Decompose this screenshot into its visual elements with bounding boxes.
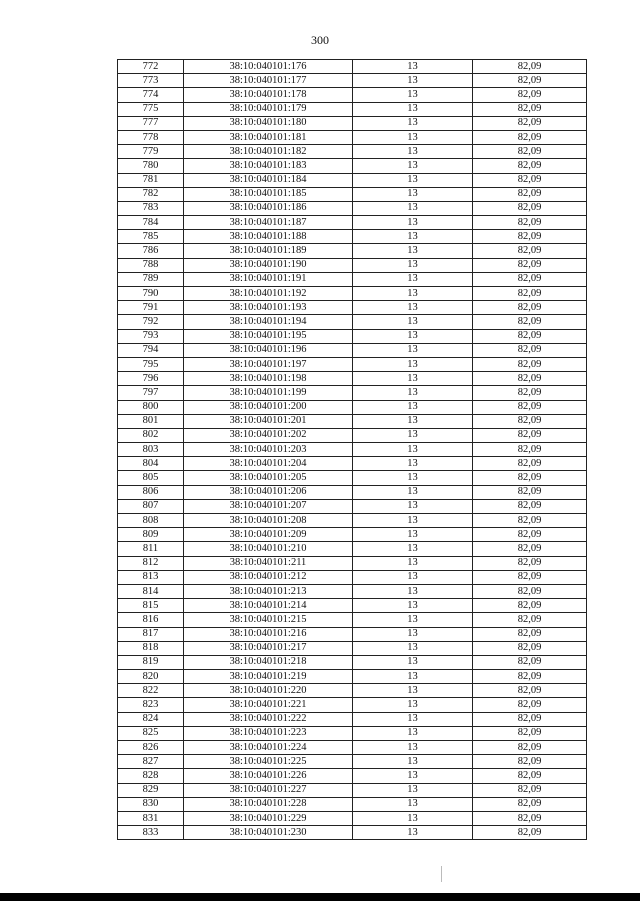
cadastral-number-cell: 38:10:040101:191: [184, 272, 353, 286]
value-cell: 82,09: [473, 173, 587, 187]
row-number-cell: 825: [118, 726, 184, 740]
table-row: [118, 670, 587, 684]
count-cell: 13: [353, 386, 473, 400]
cadastral-number-cell: 38:10:040101:180: [184, 116, 353, 130]
table-row: [118, 811, 587, 825]
count-cell: 13: [353, 599, 473, 613]
value-cell: 82,09: [473, 499, 587, 513]
row-number-cell: 824: [118, 712, 184, 726]
table-row: [118, 357, 587, 371]
table-row: [118, 414, 587, 428]
table-row: [118, 272, 587, 286]
value-cell: 82,09: [473, 400, 587, 414]
row-number-cell: 808: [118, 514, 184, 528]
cadastral-number-cell: 38:10:040101:205: [184, 471, 353, 485]
row-number-cell: 806: [118, 485, 184, 499]
value-cell: 82,09: [473, 471, 587, 485]
cadastral-table-body: [118, 60, 587, 840]
row-number-cell: 816: [118, 613, 184, 627]
cadastral-number-cell: 38:10:040101:228: [184, 797, 353, 811]
value-cell: 82,09: [473, 74, 587, 88]
count-cell: 13: [353, 400, 473, 414]
cadastral-number-cell: 38:10:040101:204: [184, 457, 353, 471]
count-cell: 13: [353, 301, 473, 315]
count-cell: 13: [353, 471, 473, 485]
value-cell: 82,09: [473, 244, 587, 258]
row-number-cell: 813: [118, 570, 184, 584]
row-number-cell: 818: [118, 641, 184, 655]
table-row: [118, 216, 587, 230]
row-number-cell: 783: [118, 201, 184, 215]
cadastral-table: [117, 59, 587, 840]
table-row: [118, 556, 587, 570]
value-cell: 82,09: [473, 315, 587, 329]
value-cell: 82,09: [473, 386, 587, 400]
count-cell: 13: [353, 826, 473, 840]
cadastral-number-cell: 38:10:040101:185: [184, 187, 353, 201]
count-cell: 13: [353, 613, 473, 627]
row-number-cell: 828: [118, 769, 184, 783]
value-cell: 82,09: [473, 627, 587, 641]
table-row: [118, 287, 587, 301]
value-cell: 82,09: [473, 485, 587, 499]
value-cell: 82,09: [473, 783, 587, 797]
value-cell: 82,09: [473, 329, 587, 343]
table-row: [118, 230, 587, 244]
table-row: [118, 613, 587, 627]
cadastral-number-cell: 38:10:040101:216: [184, 627, 353, 641]
value-cell: 82,09: [473, 514, 587, 528]
table-row: [118, 258, 587, 272]
table-row: [118, 244, 587, 258]
row-number-cell: 797: [118, 386, 184, 400]
cadastral-number-cell: 38:10:040101:211: [184, 556, 353, 570]
cadastral-number-cell: 38:10:040101:203: [184, 443, 353, 457]
count-cell: 13: [353, 187, 473, 201]
value-cell: 82,09: [473, 698, 587, 712]
row-number-cell: 803: [118, 443, 184, 457]
count-cell: 13: [353, 130, 473, 144]
cadastral-number-cell: 38:10:040101:186: [184, 201, 353, 215]
count-cell: 13: [353, 542, 473, 556]
cadastral-number-cell: 38:10:040101:209: [184, 528, 353, 542]
count-cell: 13: [353, 556, 473, 570]
row-number-cell: 826: [118, 741, 184, 755]
count-cell: 13: [353, 244, 473, 258]
table-row: [118, 329, 587, 343]
row-number-cell: 774: [118, 88, 184, 102]
cadastral-number-cell: 38:10:040101:183: [184, 159, 353, 173]
table-row: [118, 315, 587, 329]
scan-mark: [441, 866, 442, 882]
table-row: [118, 116, 587, 130]
value-cell: 82,09: [473, 258, 587, 272]
value-cell: 82,09: [473, 428, 587, 442]
cadastral-number-cell: 38:10:040101:223: [184, 726, 353, 740]
value-cell: 82,09: [473, 655, 587, 669]
cadastral-number-cell: 38:10:040101:224: [184, 741, 353, 755]
cadastral-number-cell: 38:10:040101:219: [184, 670, 353, 684]
value-cell: 82,09: [473, 755, 587, 769]
value-cell: 82,09: [473, 670, 587, 684]
row-number-cell: 809: [118, 528, 184, 542]
value-cell: 82,09: [473, 826, 587, 840]
value-cell: 82,09: [473, 741, 587, 755]
value-cell: 82,09: [473, 556, 587, 570]
value-cell: 82,09: [473, 343, 587, 357]
value-cell: 82,09: [473, 201, 587, 215]
count-cell: 13: [353, 414, 473, 428]
count-cell: 13: [353, 655, 473, 669]
value-cell: 82,09: [473, 528, 587, 542]
table-row: [118, 443, 587, 457]
count-cell: 13: [353, 783, 473, 797]
cadastral-number-cell: 38:10:040101:220: [184, 684, 353, 698]
row-number-cell: 775: [118, 102, 184, 116]
count-cell: 13: [353, 74, 473, 88]
value-cell: 82,09: [473, 216, 587, 230]
cadastral-number-cell: 38:10:040101:197: [184, 357, 353, 371]
row-number-cell: 833: [118, 826, 184, 840]
table-row: [118, 570, 587, 584]
cadastral-number-cell: 38:10:040101:189: [184, 244, 353, 258]
count-cell: 13: [353, 315, 473, 329]
row-number-cell: 805: [118, 471, 184, 485]
cadastral-number-cell: 38:10:040101:215: [184, 613, 353, 627]
row-number-cell: 819: [118, 655, 184, 669]
table-row: [118, 301, 587, 315]
row-number-cell: 815: [118, 599, 184, 613]
row-number-cell: 800: [118, 400, 184, 414]
table-row: [118, 386, 587, 400]
cadastral-number-cell: 38:10:040101:217: [184, 641, 353, 655]
cadastral-number-cell: 38:10:040101:218: [184, 655, 353, 669]
count-cell: 13: [353, 670, 473, 684]
cadastral-number-cell: 38:10:040101:187: [184, 216, 353, 230]
row-number-cell: 794: [118, 343, 184, 357]
row-number-cell: 777: [118, 116, 184, 130]
value-cell: 82,09: [473, 797, 587, 811]
value-cell: 82,09: [473, 88, 587, 102]
cadastral-number-cell: 38:10:040101:182: [184, 145, 353, 159]
count-cell: 13: [353, 528, 473, 542]
table-row: [118, 343, 587, 357]
count-cell: 13: [353, 372, 473, 386]
table-row: [118, 783, 587, 797]
count-cell: 13: [353, 627, 473, 641]
value-cell: 82,09: [473, 230, 587, 244]
value-cell: 82,09: [473, 301, 587, 315]
count-cell: 13: [353, 584, 473, 598]
count-cell: 13: [353, 485, 473, 499]
count-cell: 13: [353, 258, 473, 272]
row-number-cell: 792: [118, 315, 184, 329]
table-row: [118, 797, 587, 811]
row-number-cell: 829: [118, 783, 184, 797]
cadastral-number-cell: 38:10:040101:230: [184, 826, 353, 840]
scan-bottom-edge: [0, 893, 640, 901]
value-cell: 82,09: [473, 102, 587, 116]
cadastral-number-cell: 38:10:040101:194: [184, 315, 353, 329]
table-row: [118, 159, 587, 173]
table-row: [118, 584, 587, 598]
value-cell: 82,09: [473, 443, 587, 457]
count-cell: 13: [353, 329, 473, 343]
cadastral-number-cell: 38:10:040101:176: [184, 60, 353, 74]
row-number-cell: 817: [118, 627, 184, 641]
row-number-cell: 814: [118, 584, 184, 598]
cadastral-number-cell: 38:10:040101:178: [184, 88, 353, 102]
row-number-cell: 782: [118, 187, 184, 201]
value-cell: 82,09: [473, 542, 587, 556]
count-cell: 13: [353, 457, 473, 471]
count-cell: 13: [353, 357, 473, 371]
count-cell: 13: [353, 698, 473, 712]
cadastral-number-cell: 38:10:040101:192: [184, 287, 353, 301]
table-row: [118, 698, 587, 712]
row-number-cell: 830: [118, 797, 184, 811]
table-row: [118, 130, 587, 144]
row-number-cell: 779: [118, 145, 184, 159]
table-row: [118, 514, 587, 528]
table-row: [118, 457, 587, 471]
value-cell: 82,09: [473, 726, 587, 740]
row-number-cell: 790: [118, 287, 184, 301]
value-cell: 82,09: [473, 613, 587, 627]
value-cell: 82,09: [473, 287, 587, 301]
count-cell: 13: [353, 684, 473, 698]
table-row: [118, 88, 587, 102]
row-number-cell: 811: [118, 542, 184, 556]
count-cell: 13: [353, 811, 473, 825]
table-row: [118, 499, 587, 513]
value-cell: 82,09: [473, 145, 587, 159]
row-number-cell: 780: [118, 159, 184, 173]
count-cell: 13: [353, 726, 473, 740]
page-number: 300: [311, 33, 329, 47]
value-cell: 82,09: [473, 584, 587, 598]
value-cell: 82,09: [473, 769, 587, 783]
count-cell: 13: [353, 428, 473, 442]
value-cell: 82,09: [473, 159, 587, 173]
cadastral-number-cell: 38:10:040101:198: [184, 372, 353, 386]
cadastral-number-cell: 38:10:040101:221: [184, 698, 353, 712]
count-cell: 13: [353, 173, 473, 187]
count-cell: 13: [353, 145, 473, 159]
count-cell: 13: [353, 116, 473, 130]
value-cell: 82,09: [473, 641, 587, 655]
cadastral-number-cell: 38:10:040101:229: [184, 811, 353, 825]
table-row: [118, 627, 587, 641]
row-number-cell: 793: [118, 329, 184, 343]
value-cell: 82,09: [473, 357, 587, 371]
row-number-cell: 791: [118, 301, 184, 315]
cadastral-number-cell: 38:10:040101:184: [184, 173, 353, 187]
value-cell: 82,09: [473, 570, 587, 584]
count-cell: 13: [353, 570, 473, 584]
count-cell: 13: [353, 287, 473, 301]
count-cell: 13: [353, 159, 473, 173]
row-number-cell: 802: [118, 428, 184, 442]
cadastral-number-cell: 38:10:040101:190: [184, 258, 353, 272]
count-cell: 13: [353, 755, 473, 769]
row-number-cell: 795: [118, 357, 184, 371]
cadastral-number-cell: 38:10:040101:195: [184, 329, 353, 343]
count-cell: 13: [353, 88, 473, 102]
table-row: [118, 769, 587, 783]
row-number-cell: 823: [118, 698, 184, 712]
value-cell: 82,09: [473, 712, 587, 726]
value-cell: 82,09: [473, 811, 587, 825]
count-cell: 13: [353, 499, 473, 513]
value-cell: 82,09: [473, 130, 587, 144]
table-row: [118, 400, 587, 414]
count-cell: 13: [353, 443, 473, 457]
count-cell: 13: [353, 201, 473, 215]
table-row: [118, 145, 587, 159]
table-row: [118, 102, 587, 116]
row-number-cell: 784: [118, 216, 184, 230]
row-number-cell: 831: [118, 811, 184, 825]
cadastral-number-cell: 38:10:040101:181: [184, 130, 353, 144]
row-number-cell: 772: [118, 60, 184, 74]
cadastral-number-cell: 38:10:040101:206: [184, 485, 353, 499]
row-number-cell: 801: [118, 414, 184, 428]
table-row: [118, 684, 587, 698]
count-cell: 13: [353, 641, 473, 655]
table-row: [118, 741, 587, 755]
cadastral-number-cell: 38:10:040101:208: [184, 514, 353, 528]
cadastral-number-cell: 38:10:040101:199: [184, 386, 353, 400]
count-cell: 13: [353, 102, 473, 116]
table-row: [118, 201, 587, 215]
table-row: [118, 471, 587, 485]
count-cell: 13: [353, 741, 473, 755]
count-cell: 13: [353, 712, 473, 726]
cadastral-number-cell: 38:10:040101:225: [184, 755, 353, 769]
value-cell: 82,09: [473, 684, 587, 698]
row-number-cell: 796: [118, 372, 184, 386]
cadastral-number-cell: 38:10:040101:196: [184, 343, 353, 357]
value-cell: 82,09: [473, 599, 587, 613]
count-cell: 13: [353, 216, 473, 230]
row-number-cell: 785: [118, 230, 184, 244]
cadastral-number-cell: 38:10:040101:213: [184, 584, 353, 598]
cadastral-number-cell: 38:10:040101:227: [184, 783, 353, 797]
cadastral-number-cell: 38:10:040101:193: [184, 301, 353, 315]
cadastral-number-cell: 38:10:040101:222: [184, 712, 353, 726]
table-row: [118, 726, 587, 740]
count-cell: 13: [353, 60, 473, 74]
row-number-cell: 822: [118, 684, 184, 698]
row-number-cell: 781: [118, 173, 184, 187]
table-row: [118, 187, 587, 201]
table-row: [118, 485, 587, 499]
table-row: [118, 74, 587, 88]
table-row: [118, 60, 587, 74]
value-cell: 82,09: [473, 457, 587, 471]
row-number-cell: 786: [118, 244, 184, 258]
cadastral-number-cell: 38:10:040101:210: [184, 542, 353, 556]
cadastral-number-cell: 38:10:040101:188: [184, 230, 353, 244]
value-cell: 82,09: [473, 272, 587, 286]
cadastral-number-cell: 38:10:040101:202: [184, 428, 353, 442]
table-row: [118, 755, 587, 769]
table-row: [118, 542, 587, 556]
table-row: [118, 641, 587, 655]
row-number-cell: 820: [118, 670, 184, 684]
cadastral-number-cell: 38:10:040101:200: [184, 400, 353, 414]
cadastral-number-cell: 38:10:040101:226: [184, 769, 353, 783]
count-cell: 13: [353, 272, 473, 286]
cadastral-number-cell: 38:10:040101:177: [184, 74, 353, 88]
count-cell: 13: [353, 797, 473, 811]
cadastral-number-cell: 38:10:040101:207: [184, 499, 353, 513]
table-row: [118, 528, 587, 542]
row-number-cell: 778: [118, 130, 184, 144]
value-cell: 82,09: [473, 116, 587, 130]
count-cell: 13: [353, 343, 473, 357]
table-row: [118, 428, 587, 442]
row-number-cell: 804: [118, 457, 184, 471]
cadastral-number-cell: 38:10:040101:214: [184, 599, 353, 613]
row-number-cell: 788: [118, 258, 184, 272]
table-row: [118, 712, 587, 726]
value-cell: 82,09: [473, 372, 587, 386]
cadastral-number-cell: 38:10:040101:212: [184, 570, 353, 584]
cadastral-number-cell: 38:10:040101:179: [184, 102, 353, 116]
table-row: [118, 826, 587, 840]
row-number-cell: 773: [118, 74, 184, 88]
row-number-cell: 789: [118, 272, 184, 286]
row-number-cell: 827: [118, 755, 184, 769]
table-row: [118, 173, 587, 187]
cadastral-number-cell: 38:10:040101:201: [184, 414, 353, 428]
value-cell: 82,09: [473, 60, 587, 74]
row-number-cell: 812: [118, 556, 184, 570]
count-cell: 13: [353, 514, 473, 528]
count-cell: 13: [353, 769, 473, 783]
value-cell: 82,09: [473, 187, 587, 201]
table-row: [118, 655, 587, 669]
table-row: [118, 372, 587, 386]
count-cell: 13: [353, 230, 473, 244]
row-number-cell: 807: [118, 499, 184, 513]
value-cell: 82,09: [473, 414, 587, 428]
table-row: [118, 599, 587, 613]
